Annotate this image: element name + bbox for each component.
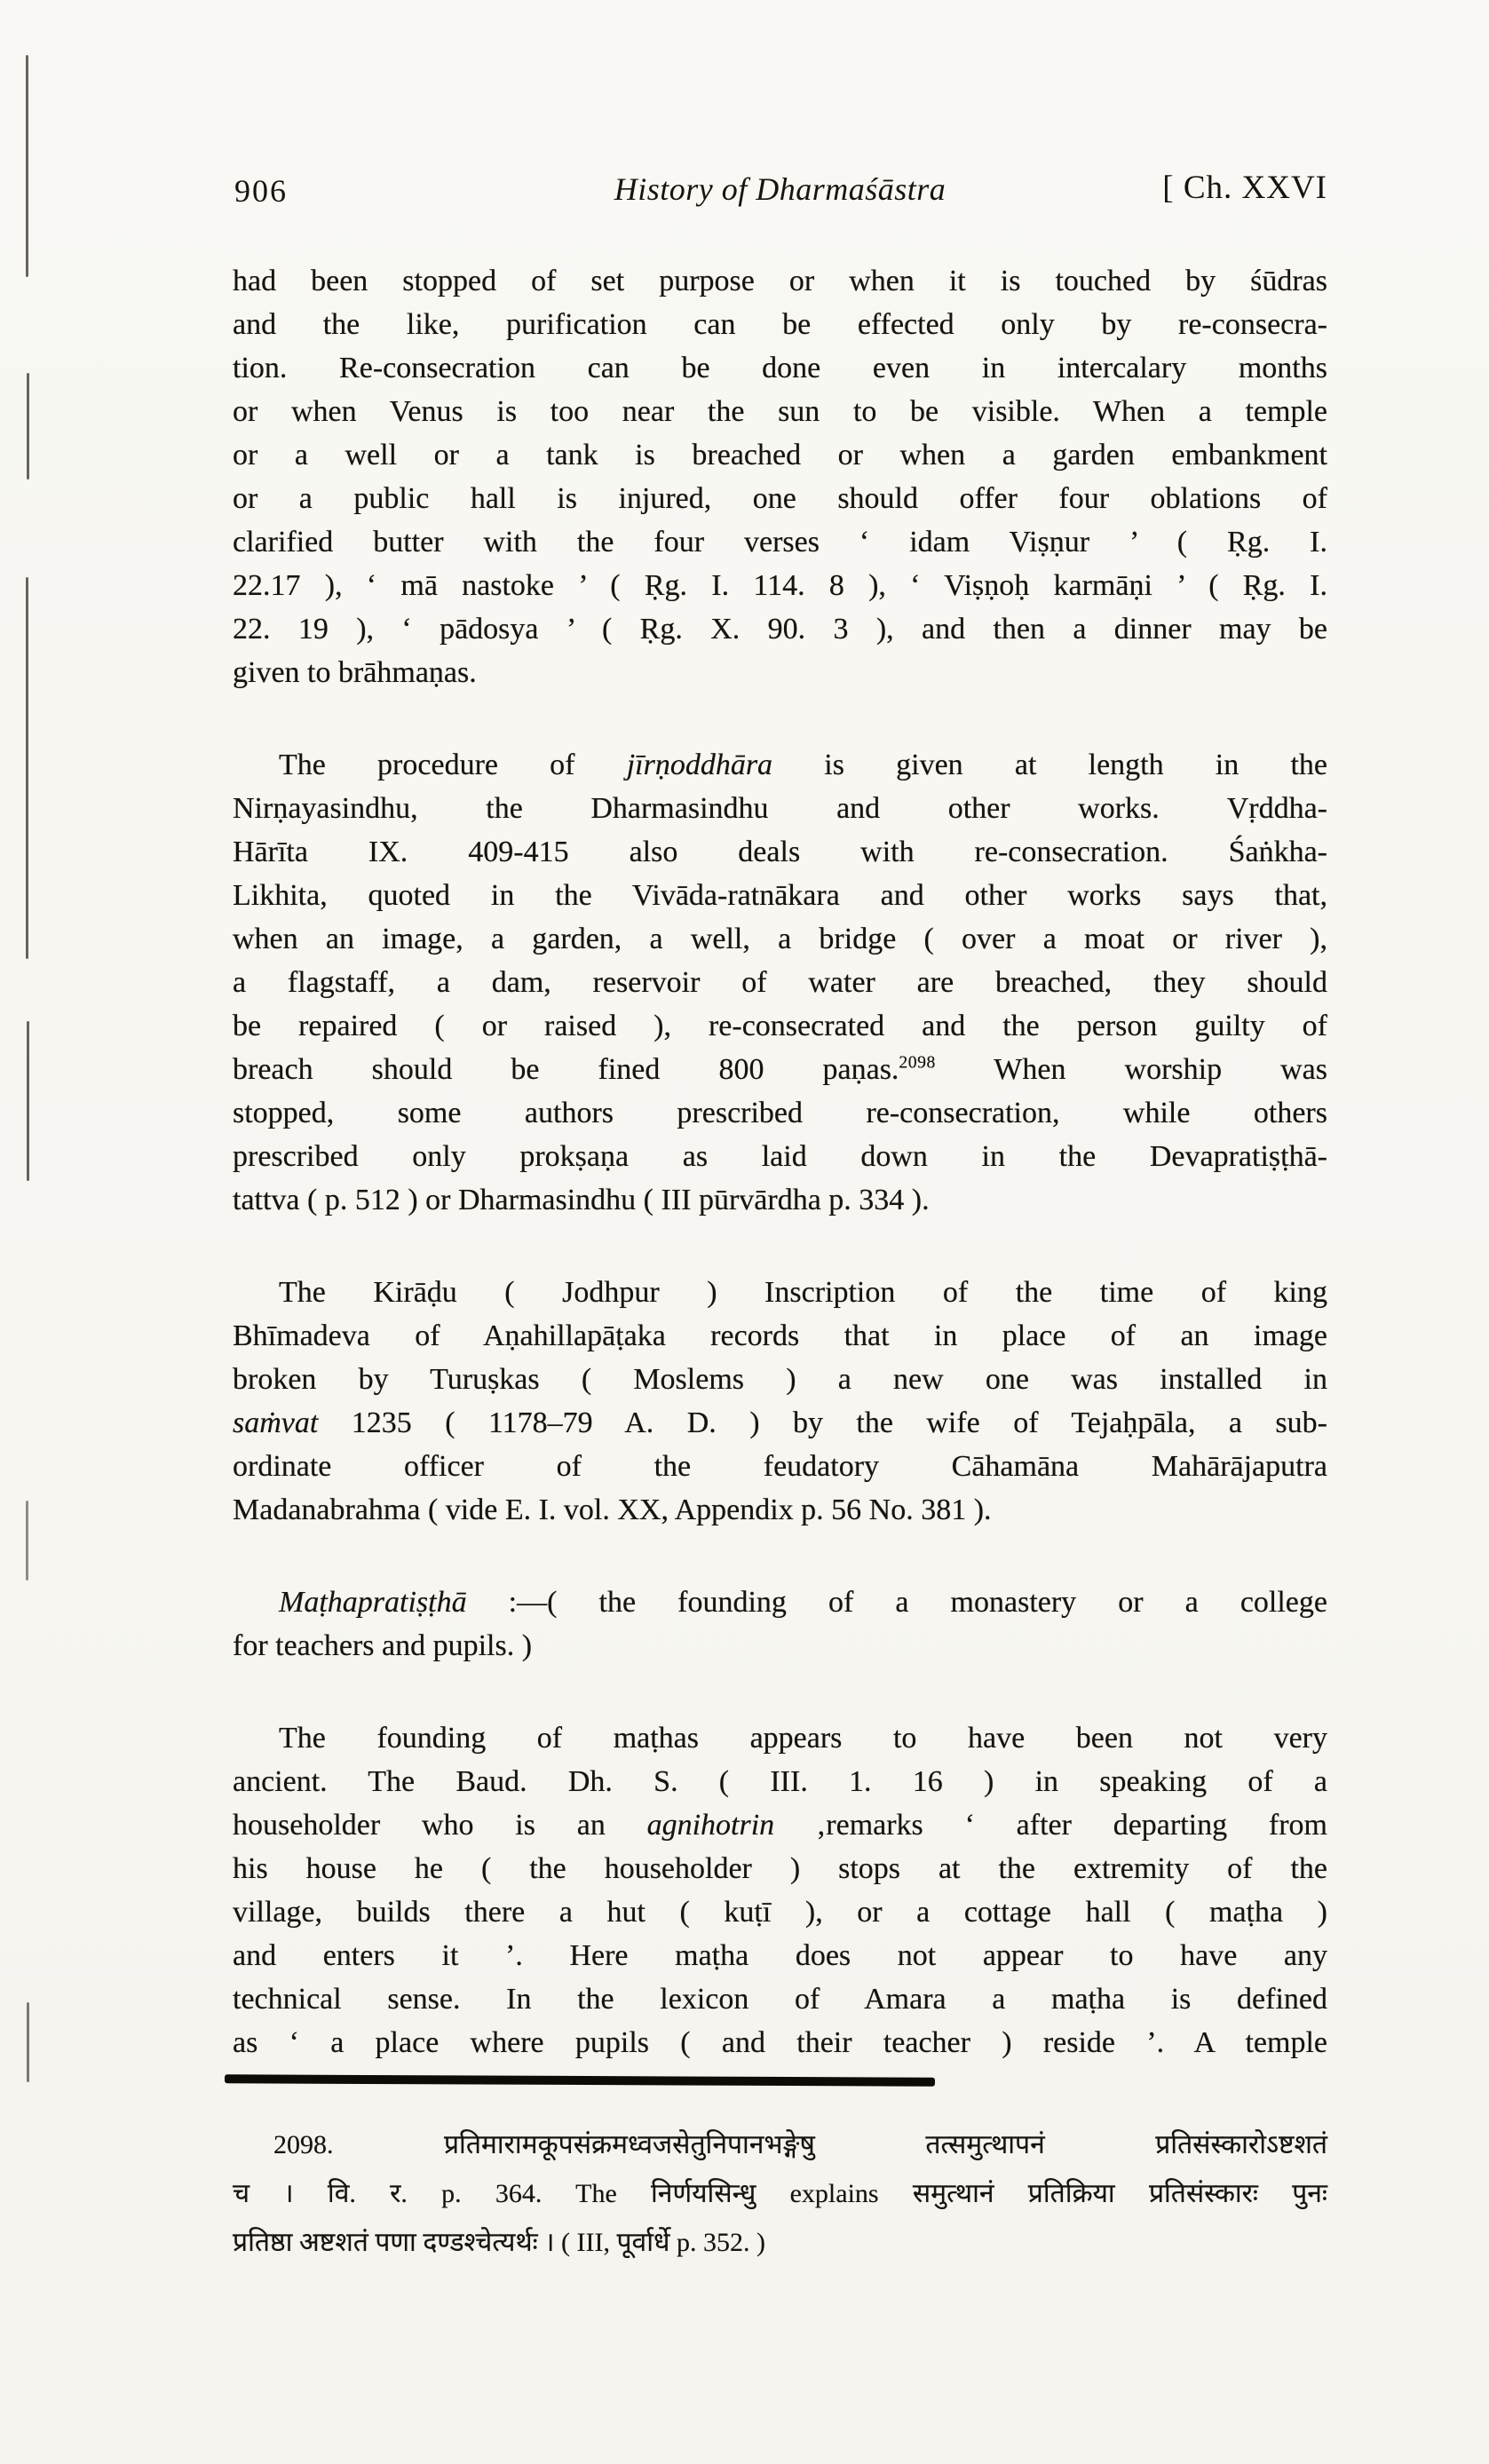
text-line: Maṭhapratiṣṭhā :—( the founding of a monastery or a college <box>279 1586 1327 1619</box>
text-line: Bhīmadeva of Aṇahillapāṭaka records that in place of an image <box>233 1319 1327 1352</box>
text-line: 22.17 ), ‘ mā nastoke ’ ( Ṛg. I. 114. 8 ), ‘ Viṣṇoḥ karmāṇi ’ ( Ṛg. I. <box>233 569 1327 602</box>
text-line: when an image, a garden, a well, a bridge ( over a moat or river ), <box>233 923 1327 955</box>
chapter-label: [ Ch. XXVI <box>1162 170 1327 206</box>
paragraph <box>233 743 1327 1222</box>
scan-artifact-left-line <box>26 1501 28 1581</box>
text-line: Madanabrahma ( vide E. I. vol. XX, Appendix p. 56 No. 381 ). <box>233 1493 992 1526</box>
paragraph <box>233 1716 1327 2064</box>
text-line: Hārīta IX. 409-415 also deals with re-consecration. Śaṅkha- <box>233 836 1327 868</box>
text-line: or when Venus is too near the sun to be visible. When a temple <box>233 395 1327 428</box>
text-line: stopped, some authors prescribed re-consecration, while others <box>233 1097 1327 1129</box>
text-line: or a well or a tank is breached or when a garden embankment <box>233 439 1327 471</box>
text-line: The Kirāḍu ( Jodhpur ) Inscription of the time of king <box>279 1276 1327 1309</box>
text-line: given to brāhmaṇas. <box>233 656 477 689</box>
page-header <box>233 169 1327 215</box>
text-line: and the like, purification can be effected only by re-consecra- <box>233 308 1327 341</box>
running-title: History of Dharmaśāstra <box>614 171 946 207</box>
scan-artifact-left-line <box>26 55 28 277</box>
text-line: च । वि. र. p. 364. The निर्णयसिन्धु explains समुत्थानं प्रतिक्रिया प्रतिसंस्कारः पुनः <box>233 2179 1327 2208</box>
paragraph <box>233 2120 1327 2267</box>
text-line: as ‘ a place where pupils ( and their teacher ) reside ’. A temple <box>233 2026 1327 2059</box>
scan-artifact-left-line <box>26 577 28 959</box>
text-line: saṁvat 1235 ( 1178–79 A. D. ) by the wife of Tejaḥpāla, a sub- <box>233 1406 1327 1439</box>
text-line: broken by Turuṣkas ( Moslems ) a new one was installed in <box>233 1363 1327 1396</box>
text-line: The founding of maṭhas appears to have been not very <box>279 1722 1327 1755</box>
footnote-separator-rule <box>225 2074 935 2086</box>
scan-artifact-left-line <box>27 1021 29 1181</box>
text-line: tattva ( p. 512 ) or Dharmasindhu ( III pūrvārdha p. 334 ). <box>233 1184 930 1216</box>
text-line: The procedure of jīrṇoddhāra is given at length in the <box>279 749 1327 781</box>
text-line: Nirṇayasindhu, the Dharmasindhu and other works. Vṛddha- <box>233 792 1327 825</box>
text-line: Likhita, quoted in the Vivāda-ratnākara and other works says that, <box>233 879 1327 912</box>
page-number: 906 <box>234 173 288 209</box>
text-line: technical sense. In the lexicon of Amara a maṭha is defined <box>233 1983 1327 2016</box>
text-line: be repaired ( or raised ), re-consecrated and the person guilty of <box>233 1010 1327 1042</box>
footnote <box>233 2120 1327 2267</box>
text-line: and enters it ’. Here maṭha does not appear to have any <box>233 1939 1327 1972</box>
paragraph <box>233 1271 1327 1532</box>
paragraph <box>233 259 1327 694</box>
body-text <box>233 259 1327 2064</box>
text-line: 22. 19 ), ‘ pādosya ’ ( Ṛg. X. 90. 3 ), and then a dinner may be <box>233 613 1327 646</box>
text-line: householder who is an agnihotrin ‚remarks ‘ after departing from <box>233 1809 1327 1842</box>
text-line: a flagstaff, a dam, reservoir of water are breached, they should <box>233 966 1327 999</box>
text-line: ordinate officer of the feudatory Cāhamāna Mahārājaputra <box>233 1450 1327 1483</box>
scan-artifact-left-line <box>27 373 29 479</box>
text-line: clarified butter with the four verses ‘ idam Viṣṇur ’ ( Ṛg. I. <box>233 526 1327 559</box>
text-line: or a public hall is injured, one should offer four oblations of <box>233 482 1327 515</box>
text-line: tion. Re-consecration can be done even in intercalary months <box>233 352 1327 384</box>
text-line: prescribed only prokṣaṇa as laid down in the Devapratiṣṭhā- <box>233 1140 1327 1173</box>
text-line: प्रतिष्ठा अष्टशतं पणा दण्डश्चेत्यर्थः । ( III, पूर्वार्धे p. 352. ) <box>233 2228 765 2257</box>
text-line: had been stopped of set purpose or when it is touched by śūdras <box>233 265 1327 297</box>
paragraph <box>233 1581 1327 1668</box>
text-line: breach should be fined 800 paṇas.$^{2098}$ When worship was <box>233 1052 1327 1086</box>
text-line: for teachers and pupils. ) <box>233 1629 533 1662</box>
text-line: village, builds there a hut ( kuṭī ), or a cottage hall ( maṭha ) <box>233 1896 1327 1929</box>
text-line: ancient. The Baud. Dh. S. ( III. 1. 16 ) in speaking of a <box>233 1765 1327 1798</box>
text-line: 2098. प्रतिमारामकूपसंक्रमध्वजसेतुनिपानभङ्गेषु तत्समुत्थापनं प्रतिसंस्कारोऽष्टशतं <box>273 2130 1327 2159</box>
scan-artifact-left-line <box>27 2002 29 2082</box>
text-line: his house he ( the householder ) stops at the extremity of the <box>233 1852 1327 1885</box>
